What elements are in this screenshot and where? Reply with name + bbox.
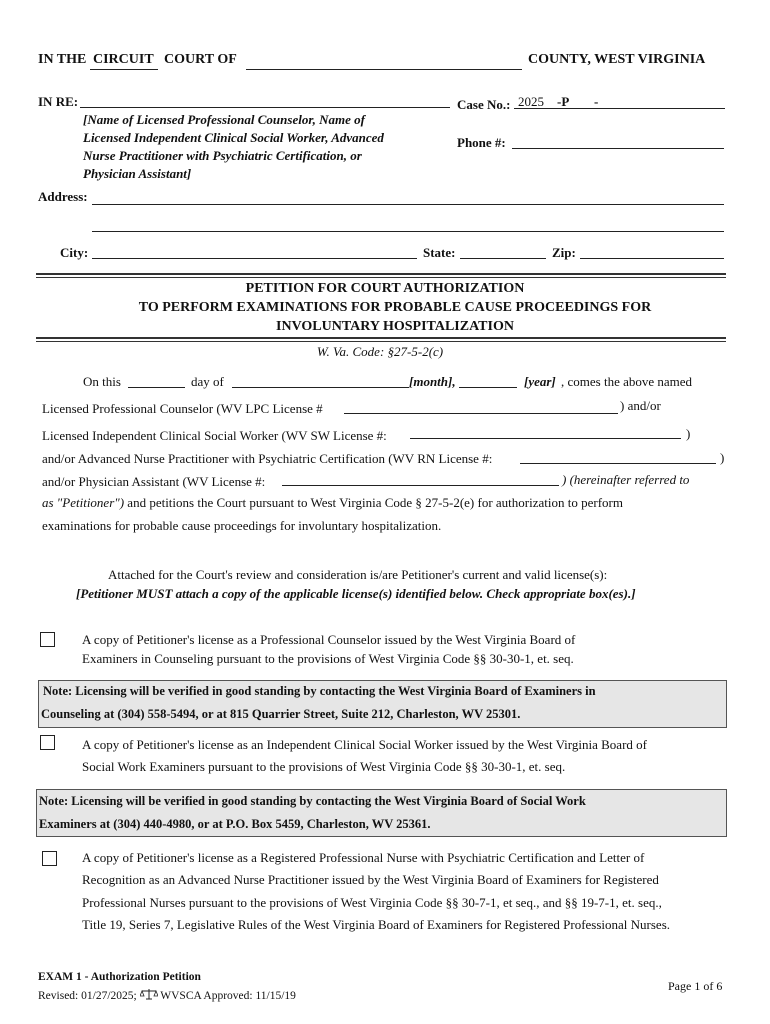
aprn-label: and/or Advanced Nurse Practitioner with Psychiatric Certification (WV RN License #: xyxy=(42,451,493,466)
phone-label: Phone #: xyxy=(457,135,506,150)
header-prefix: IN THE xyxy=(38,52,87,67)
address-field-1[interactable] xyxy=(92,204,724,205)
aprn-license-field[interactable] xyxy=(520,463,716,464)
aprn-checkbox[interactable] xyxy=(42,851,57,866)
on-this-label: On this xyxy=(83,374,121,389)
option-3-line-3: Professional Nurses pursuant to the provisions of West Virginia Code §§ 30-7-1, et seq., and §§ 19-7-1, et. seq., xyxy=(82,895,662,910)
address-label: Address: xyxy=(38,189,88,204)
pa-label: and/or Physician Assistant (WV License #: xyxy=(42,474,266,489)
page-number: Page 1 of 6 xyxy=(668,979,723,993)
code-reference: W. Va. Code: §27-5-2(c) xyxy=(316,344,444,359)
city-label: City: xyxy=(60,245,89,260)
lpc-checkbox[interactable] xyxy=(40,632,55,647)
petitions-text: and petitions the Court pursuant to West Virginia Code § 27-5-2(e) for authorization to perform xyxy=(124,495,623,510)
attached-line-1: Attached for the Court's review and consideration is/are Petitioner's current and valid license(s): xyxy=(108,567,608,582)
aprn-end: ) xyxy=(720,450,725,465)
pa-end: ) (hereinafter referred to xyxy=(562,472,690,487)
county-label: COUNTY, WEST VIRGINIA xyxy=(528,52,706,67)
in-re-hint-3: Nurse Practitioner with Psychiatric Certification, or xyxy=(83,148,362,163)
licsw-end: ) xyxy=(686,426,691,441)
address-field-2[interactable] xyxy=(92,231,724,232)
divider-top xyxy=(36,273,726,275)
lpc-label: Licensed Professional Counselor (WV LPC License # xyxy=(42,401,323,416)
note-social-work xyxy=(36,789,727,837)
note-2-line-2: Examiners at (304) 440-4980, or at P.O. Box 5459, Charleston, WV 25361. xyxy=(39,817,431,831)
day-of-label: day of xyxy=(191,374,224,389)
footer-approved: WVSCA Approved: 11/15/19 xyxy=(160,990,296,1002)
year-hint: [year] xyxy=(524,374,556,389)
state-label: State: xyxy=(423,245,456,260)
comes-text: , comes the above named xyxy=(561,374,693,389)
footer-revised xyxy=(38,988,296,1002)
court-type: CIRCUIT xyxy=(93,52,154,67)
month-field[interactable] xyxy=(232,387,409,388)
option-3-line-1: A copy of Petitioner's license as a Registered Professional Nurse with Psychiatric Certification and Letter of xyxy=(82,850,645,865)
option-2-line-1: A copy of Petitioner's license as an Independent Clinical Social Worker issued by the West Virginia Board of xyxy=(82,737,647,752)
day-field[interactable] xyxy=(128,387,185,388)
zip-field[interactable] xyxy=(580,258,724,259)
state-field[interactable] xyxy=(460,258,546,259)
footer-revised-date: Revised: 01/27/2025; xyxy=(38,990,137,1002)
court-of: COURT OF xyxy=(164,52,237,67)
in-re-hint-4: Physician Assistant] xyxy=(83,166,192,181)
attached-line-2: [Petitioner MUST attach a copy of the applicable license(s) identified below. Check appropriate box(es).] xyxy=(76,586,636,601)
note-1-line-1: Note: Licensing will be verified in good standing by contacting the West Virginia Board of Examiners in xyxy=(43,684,596,698)
case-year: 2025 xyxy=(518,94,544,109)
title-line-1: PETITION FOR COURT AUTHORIZATION xyxy=(245,281,525,296)
title-line-3: INVOLUNTARY HOSPITALIZATION xyxy=(276,319,514,334)
option-3-line-4: Title 19, Series 7, Legislative Rules of the West Virginia Board of Examiners for Registered Professional Nurses. xyxy=(82,917,671,932)
petitioner-term: as "Petitioner") xyxy=(42,495,125,510)
case-dash: - xyxy=(594,94,599,109)
licsw-license-field[interactable] xyxy=(410,438,681,439)
case-no-label: Case No.: xyxy=(457,97,511,112)
pa-license-field[interactable] xyxy=(282,485,559,486)
option-2-line-2: Social Work Examiners pursuant to the provisions of West Virginia Code §§ 30-30-1, et. seq. xyxy=(82,759,566,774)
title-line-2: TO PERFORM EXAMINATIONS FOR PROBABLE CAUSE PROCEEDINGS FOR xyxy=(138,300,652,315)
month-hint: [month], xyxy=(409,374,456,389)
lpc-license-field[interactable] xyxy=(344,413,618,414)
lpc-end: ) and/or xyxy=(620,398,661,413)
option-1-line-2: Examiners in Counseling pursuant to the provisions of West Virginia Code §§ 30-30-1, et. seq. xyxy=(82,651,574,666)
option-3-line-2: Recognition as an Advanced Nurse Practitioner issued by the West Virginia Board of Examiners for Registered xyxy=(82,872,659,887)
exam-line: examinations for probable cause proceedings for involuntary hospitalization. xyxy=(42,518,442,533)
county-field[interactable] xyxy=(246,69,522,70)
in-re-name-field[interactable] xyxy=(80,107,450,108)
divider-title-thin xyxy=(36,341,726,342)
case-no-field[interactable] xyxy=(514,108,725,109)
year-field[interactable] xyxy=(459,387,517,388)
in-re-hint-2: Licensed Independent Clinical Social Worker, Advanced xyxy=(83,130,384,145)
scales-icon xyxy=(140,988,158,1000)
zip-label: Zip: xyxy=(552,245,576,260)
divider-title xyxy=(36,337,726,339)
in-re-hint-1: [Name of Licensed Professional Counselor, Name of xyxy=(83,112,366,127)
divider-top-thin xyxy=(36,277,726,278)
case-suffix: -P xyxy=(557,94,570,109)
phone-field[interactable] xyxy=(512,148,724,149)
note-counseling xyxy=(38,680,727,728)
licsw-label: Licensed Independent Clinical Social Worker (WV SW License #: xyxy=(42,428,387,443)
note-1-line-2: Counseling at (304) 558-5494, or at 815 Quarrier Street, Suite 212, Charleston, WV 25301. xyxy=(41,707,521,721)
option-1-line-1: A copy of Petitioner's license as a Professional Counselor issued by the West Virginia Board of xyxy=(82,632,576,647)
footer-form-id: EXAM 1 - Authorization Petition xyxy=(38,971,201,983)
city-field[interactable] xyxy=(92,258,417,259)
note-2-line-1: Note: Licensing will be verified in good standing by contacting the West Virginia Board of Social Work xyxy=(39,794,586,808)
in-re-label: IN RE: xyxy=(38,94,79,109)
court-type-line xyxy=(90,69,158,70)
licsw-checkbox[interactable] xyxy=(40,735,55,750)
